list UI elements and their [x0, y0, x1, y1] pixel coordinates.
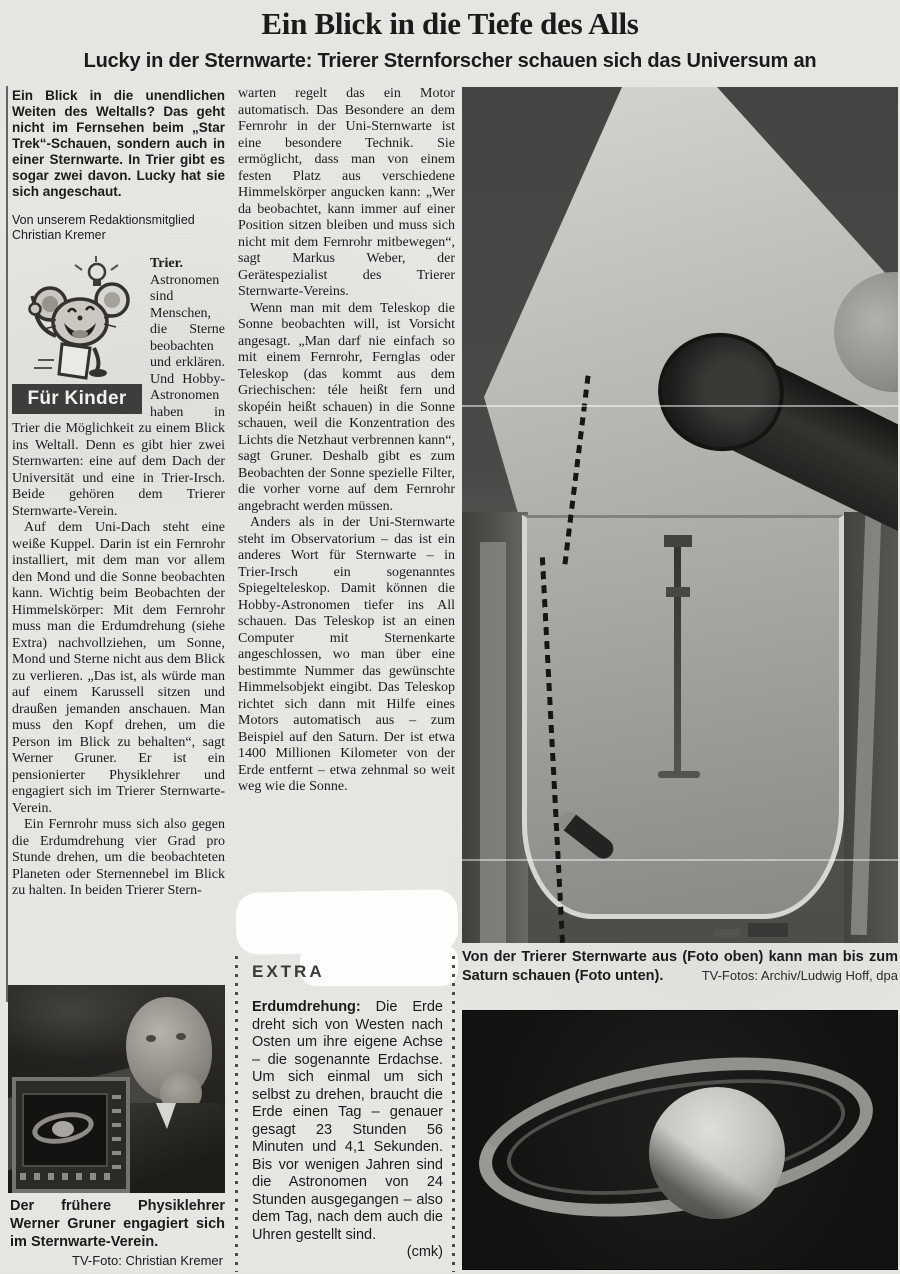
main-photo-caption: [462, 948, 898, 985]
shutter-latch2: [714, 929, 740, 937]
kids-illustration: [12, 256, 144, 414]
fuer-kinder-badge: Für Kinder: [12, 384, 142, 414]
article-subtitle: Lucky in der Sternwarte: Trierer Sternforscher schauen sich das Universum an: [83, 50, 817, 72]
mouse-cartoon-icon: [12, 256, 144, 382]
dateline: Trier.: [150, 256, 184, 271]
saturn-photo: [462, 1010, 898, 1270]
dome-wall-light-strip: [480, 542, 506, 943]
shutter-rod: [674, 535, 681, 775]
extra-box-left-rule: [235, 956, 238, 1272]
photo-credit: TV-Fotos: Archiv/Ludwig Hoff, dpa: [701, 968, 898, 983]
paragraph-trier: [12, 256, 225, 520]
extra-header: EXTRA: [252, 962, 325, 981]
article-title: Ein Blick in die Tiefe des Alls: [261, 6, 639, 41]
extra-box: [252, 962, 443, 1262]
monitor-knobs: [20, 1173, 116, 1180]
byline-author: Christian Kremer: [12, 228, 106, 242]
shutter-rod-foot: [658, 771, 700, 778]
paragraph-teleskop-sonne: Wenn man mit dem Teleskop die Sonne beobachten will, ist Vorsicht angesagt. „Man darf nie einfach so mit einem Fernrohr, Fernglas oder Teleskop (das kommt aus dem Griechischen: téle heißt fern und skopéin heißt schauen) in die Sonne schauen, weil die Konzentration des Lichts die Netzhaut verbrennen kann“, sagt Gruner. Deshalb gibt es zum Beobachten der Sonne spezielle Filter, die vorher vorne auf dem Fernrohr angebracht werden müssen.: [238, 300, 455, 514]
shutter-rod-bracket: [664, 535, 692, 547]
paragraph-fernrohr: Ein Fernrohr muss sich also gegen die Erdumdrehung vier Grad pro Stunde drehen, um die beobachteten Planeten oder Sternennebel im Blick zu halten. In beiden Trierer Stern-: [12, 817, 225, 898]
article-lead: Ein Blick in die unendlichen Weiten des Weltalls? Das geht nicht im Fernsehen beim „Star Trek“-Schauen, sondern auch in einer Sternwarte. In Trier gibt es sogar zwei davon. Lucky hat sie sich angeschaut.: [12, 88, 225, 199]
werner-gruner-photo: [8, 985, 225, 1193]
portrait-caption: [10, 1197, 225, 1268]
paragraph-text: Astronomen sind Menschen, die Sterne beobachten und erklären. Und Hobby-Astronomen haben in Trier die Möglichkeit zu einem Blick ins Weltall. Denn es gibt hier zwei Sternwarten: eine auf dem Dach der Universität und eine in Trier-Irsch. Beide gehören dem Trierer Sternwarte-Verein.: [12, 272, 225, 519]
paragraph-observatorium: Anders als in der Uni-Sternwarte steht im Observatorium – das ist ein anderes Wort für Sternwarte – in Trier-Irsch ein sogenanntes Spiegelteleskop. Damit können die Hobby-Astronomen tiefer ins All schauen. Das Teleskop ist an einen Computer mit Sternenkarte angeschlossen, wo man über eine bestimmte Nummer das gewünschte Himmelsobjekt eingibt. Das Teleskop richtet sich dann mit Hilfe eines Motors automatisch aus – zum Beispiel auf den Saturn. Der ist etwa 1400 Millionen Kilometer von der Erde entfernt – etwa zehnmal so weit weg wie die Sonne.: [238, 515, 455, 794]
caption-text: Von der Trierer Sternwarte aus (Foto oben) kann man bis zum Saturn schauen (Foto unten).: [462, 949, 898, 984]
caption-text: Der frühere Physiklehrer Werner Gruner engagiert sich im Sternwarte-Verein.: [10, 1198, 225, 1250]
paragraph-kuppel: Auf dem Uni-Dach steht eine weiße Kuppel. Darin ist ein Fernrohr installiert, mit dem man vor allem den Mond und die Sonne beobachten kann. Wichtig beim Beobachten der Himmelskörper: Mit dem Fernrohr muss man die Erdumdrehung (siehe Extra) nachvollziehen, um Sonne, Mond und Sterne nicht aus dem Blick zu verlieren. „Das ist, als würde man auf einem Karussell sitzen und draußen jemanden anschauen. Man muss den Kopf drehen, um die Person im Blick zu behalten“, sagt Werner Gruner. Er ist ein pensionierter Physiklehrer und engagiert sich im Trierer Sternwarte-Verein.: [12, 520, 225, 816]
screen-saturn-planet: [52, 1121, 74, 1137]
extra-term: Erdumdrehung:: [252, 999, 376, 1015]
shutter-latch: [748, 923, 788, 937]
extra-definition: Die Erde dreht sich von Westen nach Osten um ihre eigene Achse – die sogenannte Erdachse. Um sich einmal um sich selbst zu drehen, braucht die Erde einen Tag – genauer gesagt 23 Stunden 56 Minuten und 4,1 Sekunden. Bis vor wenigen Jahren sind die Astronomen von 24 Stunden ausgegangen – also dem Tag, nach dem auch die Uhren gestellt sind.: [252, 999, 443, 1243]
extra-signature: (cmk): [406, 1244, 443, 1260]
paper-crease2: [462, 859, 898, 861]
man-eye-left: [146, 1035, 156, 1042]
photo-credit: TV-Foto: Christian Kremer: [72, 1253, 223, 1268]
saturn-ring-shadow: [649, 1087, 785, 1219]
paper-crease: [462, 405, 898, 407]
column-middle: [238, 86, 455, 796]
byline: [12, 213, 225, 243]
shutter-rod-bracket2: [666, 587, 690, 597]
extra-box-right-rule: [452, 956, 455, 1272]
extra-body: [252, 999, 443, 1244]
observatory-dome-photo: [462, 87, 898, 943]
monitor-buttons: [112, 1095, 121, 1175]
byline-role: Von unserem Redaktionsmitglied: [12, 213, 195, 227]
man-eye-right: [176, 1033, 186, 1040]
column-left: [12, 88, 225, 900]
scan-fold-line: [6, 86, 8, 1002]
paragraph-motor: warten regelt das ein Motor automatisch. Das Besondere an dem Fernrohr in der Uni-Sternwarte ist eine besondere Technik. Sie ermöglicht, dass man von einem festen Platz aus verschiedene Himmelskörper angucken kann: „Wer da beobachtet, kann immer auf einer Position sitzen bleiben und muss sich nicht mit dem Fernrohr mitbewegen“, sagt Markus Weber, der Gerätespezialist des Trierer Sternwarte-Vereins.: [238, 86, 455, 299]
